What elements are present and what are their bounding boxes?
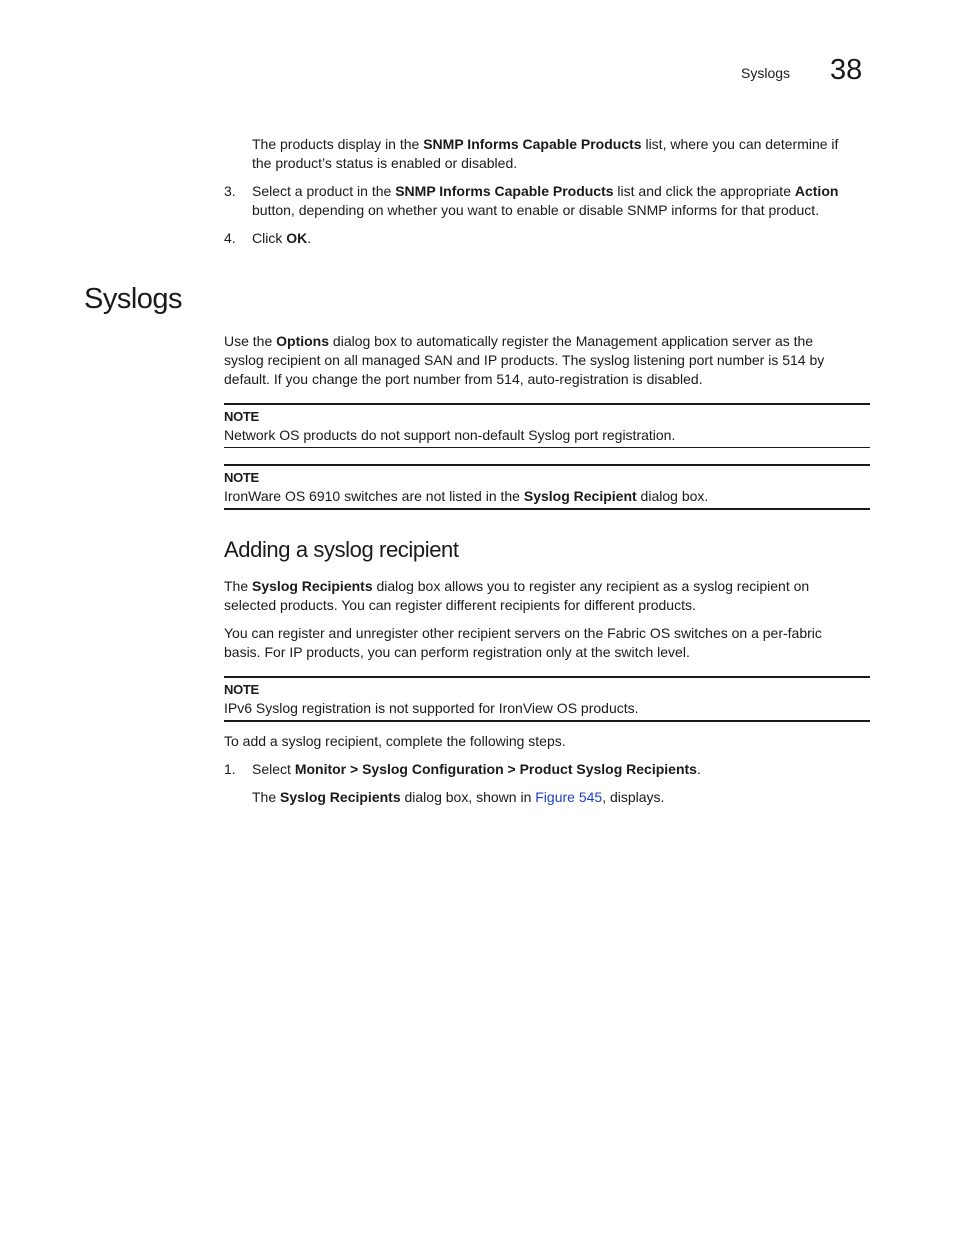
note-box [224,403,870,445]
chapter-number: 38 [830,54,863,86]
note-text: IPv6 Syslog registration is not supported for IronView OS products. [224,700,639,716]
running-header-section: Syslogs [741,65,791,81]
note-text: IronWare OS 6910 switches are not listed in the Syslog Recipient dialog box. [224,488,709,504]
syslogs-paragraph: Use the Options dialog box to automatically register the Management application server as the syslog recipient on all managed SAN and IP products. The syslog listening port number is 514 by default. If you change the port number from 514, auto-registration is disabled. [224,333,825,387]
note-divider [224,508,870,510]
note-label: NOTE [224,470,259,485]
step-4-text: Click OK. [252,230,312,246]
note-divider [224,447,870,448]
step-1-text: Select Monitor > Syslog Configuration > Product Syslog Recipients. [252,761,701,777]
step-3-text: Select a product in the SNMP Informs Capable Products list and click the appropriate Action button, depending on whether you want to enable or disable SNMP informs for that product. [252,183,839,218]
note-label: NOTE [224,682,259,697]
note-box [224,464,870,506]
note-box [224,676,870,718]
note-divider [224,720,870,722]
note-text: Network OS products do not support non-default Syslog port registration. [224,427,676,443]
steps-intro: To add a syslog recipient, complete the following steps. [224,733,566,749]
subsection-heading: Adding a syslog recipient [224,537,459,562]
adding-paragraph-1: The Syslog Recipients dialog box allows you to register any recipient as a syslog recipient on selected products. You can register different recipients for different products. [224,578,810,613]
section-heading: Syslogs [84,283,183,315]
note-label: NOTE [224,409,259,424]
adding-paragraph-2: You can register and unregister other recipient servers on the Fabric OS switches on a per-fabric basis. For IP products, you can perform registration only at the switch level. [224,625,822,660]
step-number: 4. [224,230,236,246]
step-number: 1. [224,761,236,777]
intro-paragraph: The products display in the SNMP Informs Capable Products list, where you can determine if the product’s status is enabled or disabled. [252,136,839,171]
figure-link[interactable]: Figure 545 [535,789,603,805]
step-number: 3. [224,183,236,199]
step-1-result: The Syslog Recipients dialog box, shown in Figure 545, displays. [252,789,665,805]
